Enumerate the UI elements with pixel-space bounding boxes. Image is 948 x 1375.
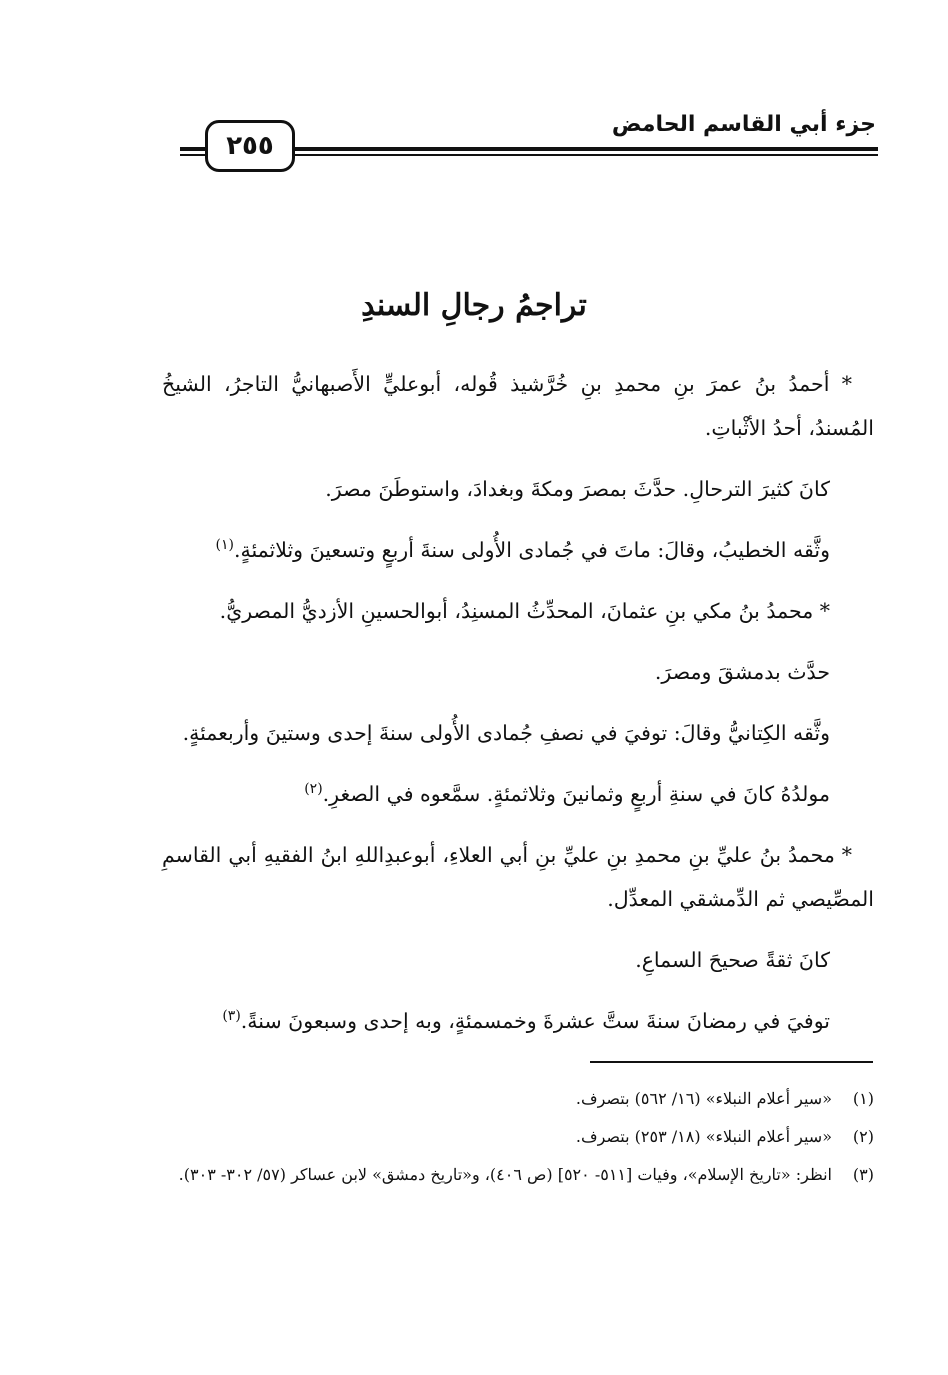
- paragraph-9: [162, 938, 874, 982]
- paragraph-1: [162, 362, 874, 450]
- paragraph-5: [162, 650, 874, 694]
- footnote-marker-3[interactable]: (٣): [222, 1008, 241, 1025]
- running-title: جزء أبي القاسم الحامض: [611, 112, 876, 137]
- paragraph-3: [162, 528, 874, 572]
- paragraph-7-text: مولدُهُ كانَ في سنةِ أربعٍ وثمانينَ وثلاثمئةٍ. سمَّعوه في الصغرِ.: [322, 782, 830, 806]
- page-number: ٢٥٥: [205, 120, 295, 172]
- footnote-1: [162, 1082, 874, 1116]
- paragraph-6: [162, 711, 874, 755]
- paragraph-8: [162, 833, 874, 921]
- footnotes: [162, 1082, 874, 1196]
- paragraph-4-text: * محمدُ بنُ مكي بنِ عثمانَ، المحدِّثُ المسنِدُ، أبوالحسينِ الأزديُّ المصريُّ.: [219, 599, 830, 623]
- footnote-2-number: (٢): [852, 1127, 874, 1146]
- footnote-2: [162, 1120, 874, 1154]
- footnote-3-number: (٣): [852, 1165, 874, 1184]
- paragraph-10-text: توفيَ في رمضانَ سنةَ ستَّ عشرةَ وخمسمئةٍ، وبه إحدى وسبعونَ سنةً.: [240, 1009, 830, 1033]
- footnote-3-text: انظر: «تاريخ الإسلام»، وفيات [٥١١- ٥٢٠] (ص ٤٠٦)، و«تاريخ دمشق» لابن عساكر (٥٧/ ٣٠٢- ٣٠٣).: [178, 1165, 832, 1184]
- footnote-1-text: «سير أعلام النبلاء» (١٦/ ٥٦٢) بتصرف.: [575, 1089, 832, 1108]
- body-text: [162, 362, 874, 1060]
- paragraph-7: [162, 772, 874, 816]
- footnote-separator: [590, 1061, 873, 1063]
- footnote-2-text: «سير أعلام النبلاء» (١٨/ ٢٥٣) بتصرف.: [575, 1127, 832, 1146]
- section-heading: تراجمُ رجالِ السندِ: [361, 288, 587, 323]
- paragraph-3-text: وثَّقه الخطيبُ، وقالَ: ماتَ في جُمادى الأُولى سنةَ أربعٍ وتسعينَ وثلاثمئةٍ.: [233, 538, 830, 562]
- footnote-marker-1[interactable]: (١): [215, 537, 234, 554]
- paragraph-10: [162, 999, 874, 1043]
- footnote-3: [162, 1158, 874, 1192]
- footnote-1-number: (١): [852, 1089, 874, 1108]
- paragraph-1-text: * أحمدُ بنُ عمرَ بنِ محمدِ بنِ خُرَّشيذ قُوله، أبوعليٍّ الأَصبهانيُّ التاجرُ، الشيخُ المُسندُ، أحدُ الأثْباتِ.: [162, 372, 874, 440]
- paragraph-2-text: كانَ كثيرَ الترحالِ. حدَّثَ بمصرَ ومكةَ وبغدادَ، واستوطَنَ مصرَ.: [325, 477, 830, 501]
- paragraph-4: [162, 589, 874, 633]
- paragraph-5-text: حدَّث بدمشقَ ومصرَ.: [654, 660, 830, 684]
- paragraph-6-text: وثَّقه الكِتانيُّ وقالَ: توفيَ في نصفِ جُمادى الأُولى سنةَ إحدى وستينَ وأربعمئةٍ.: [182, 721, 830, 745]
- paragraph-8-text: * محمدُ بنُ عليِّ بنِ محمدِ بنِ عليِّ بنِ أبي العلاءِ، أبوعبدِاللهِ ابنُ الفقيهِ أبي القاسمِ المصِّيصي ثم الدِّمشقي المعدِّل.: [162, 843, 874, 911]
- footnote-marker-2[interactable]: (٢): [304, 781, 323, 798]
- paragraph-9-text: كانَ ثقةً صحيحَ السماعِ.: [635, 948, 830, 972]
- paragraph-2: [162, 467, 874, 511]
